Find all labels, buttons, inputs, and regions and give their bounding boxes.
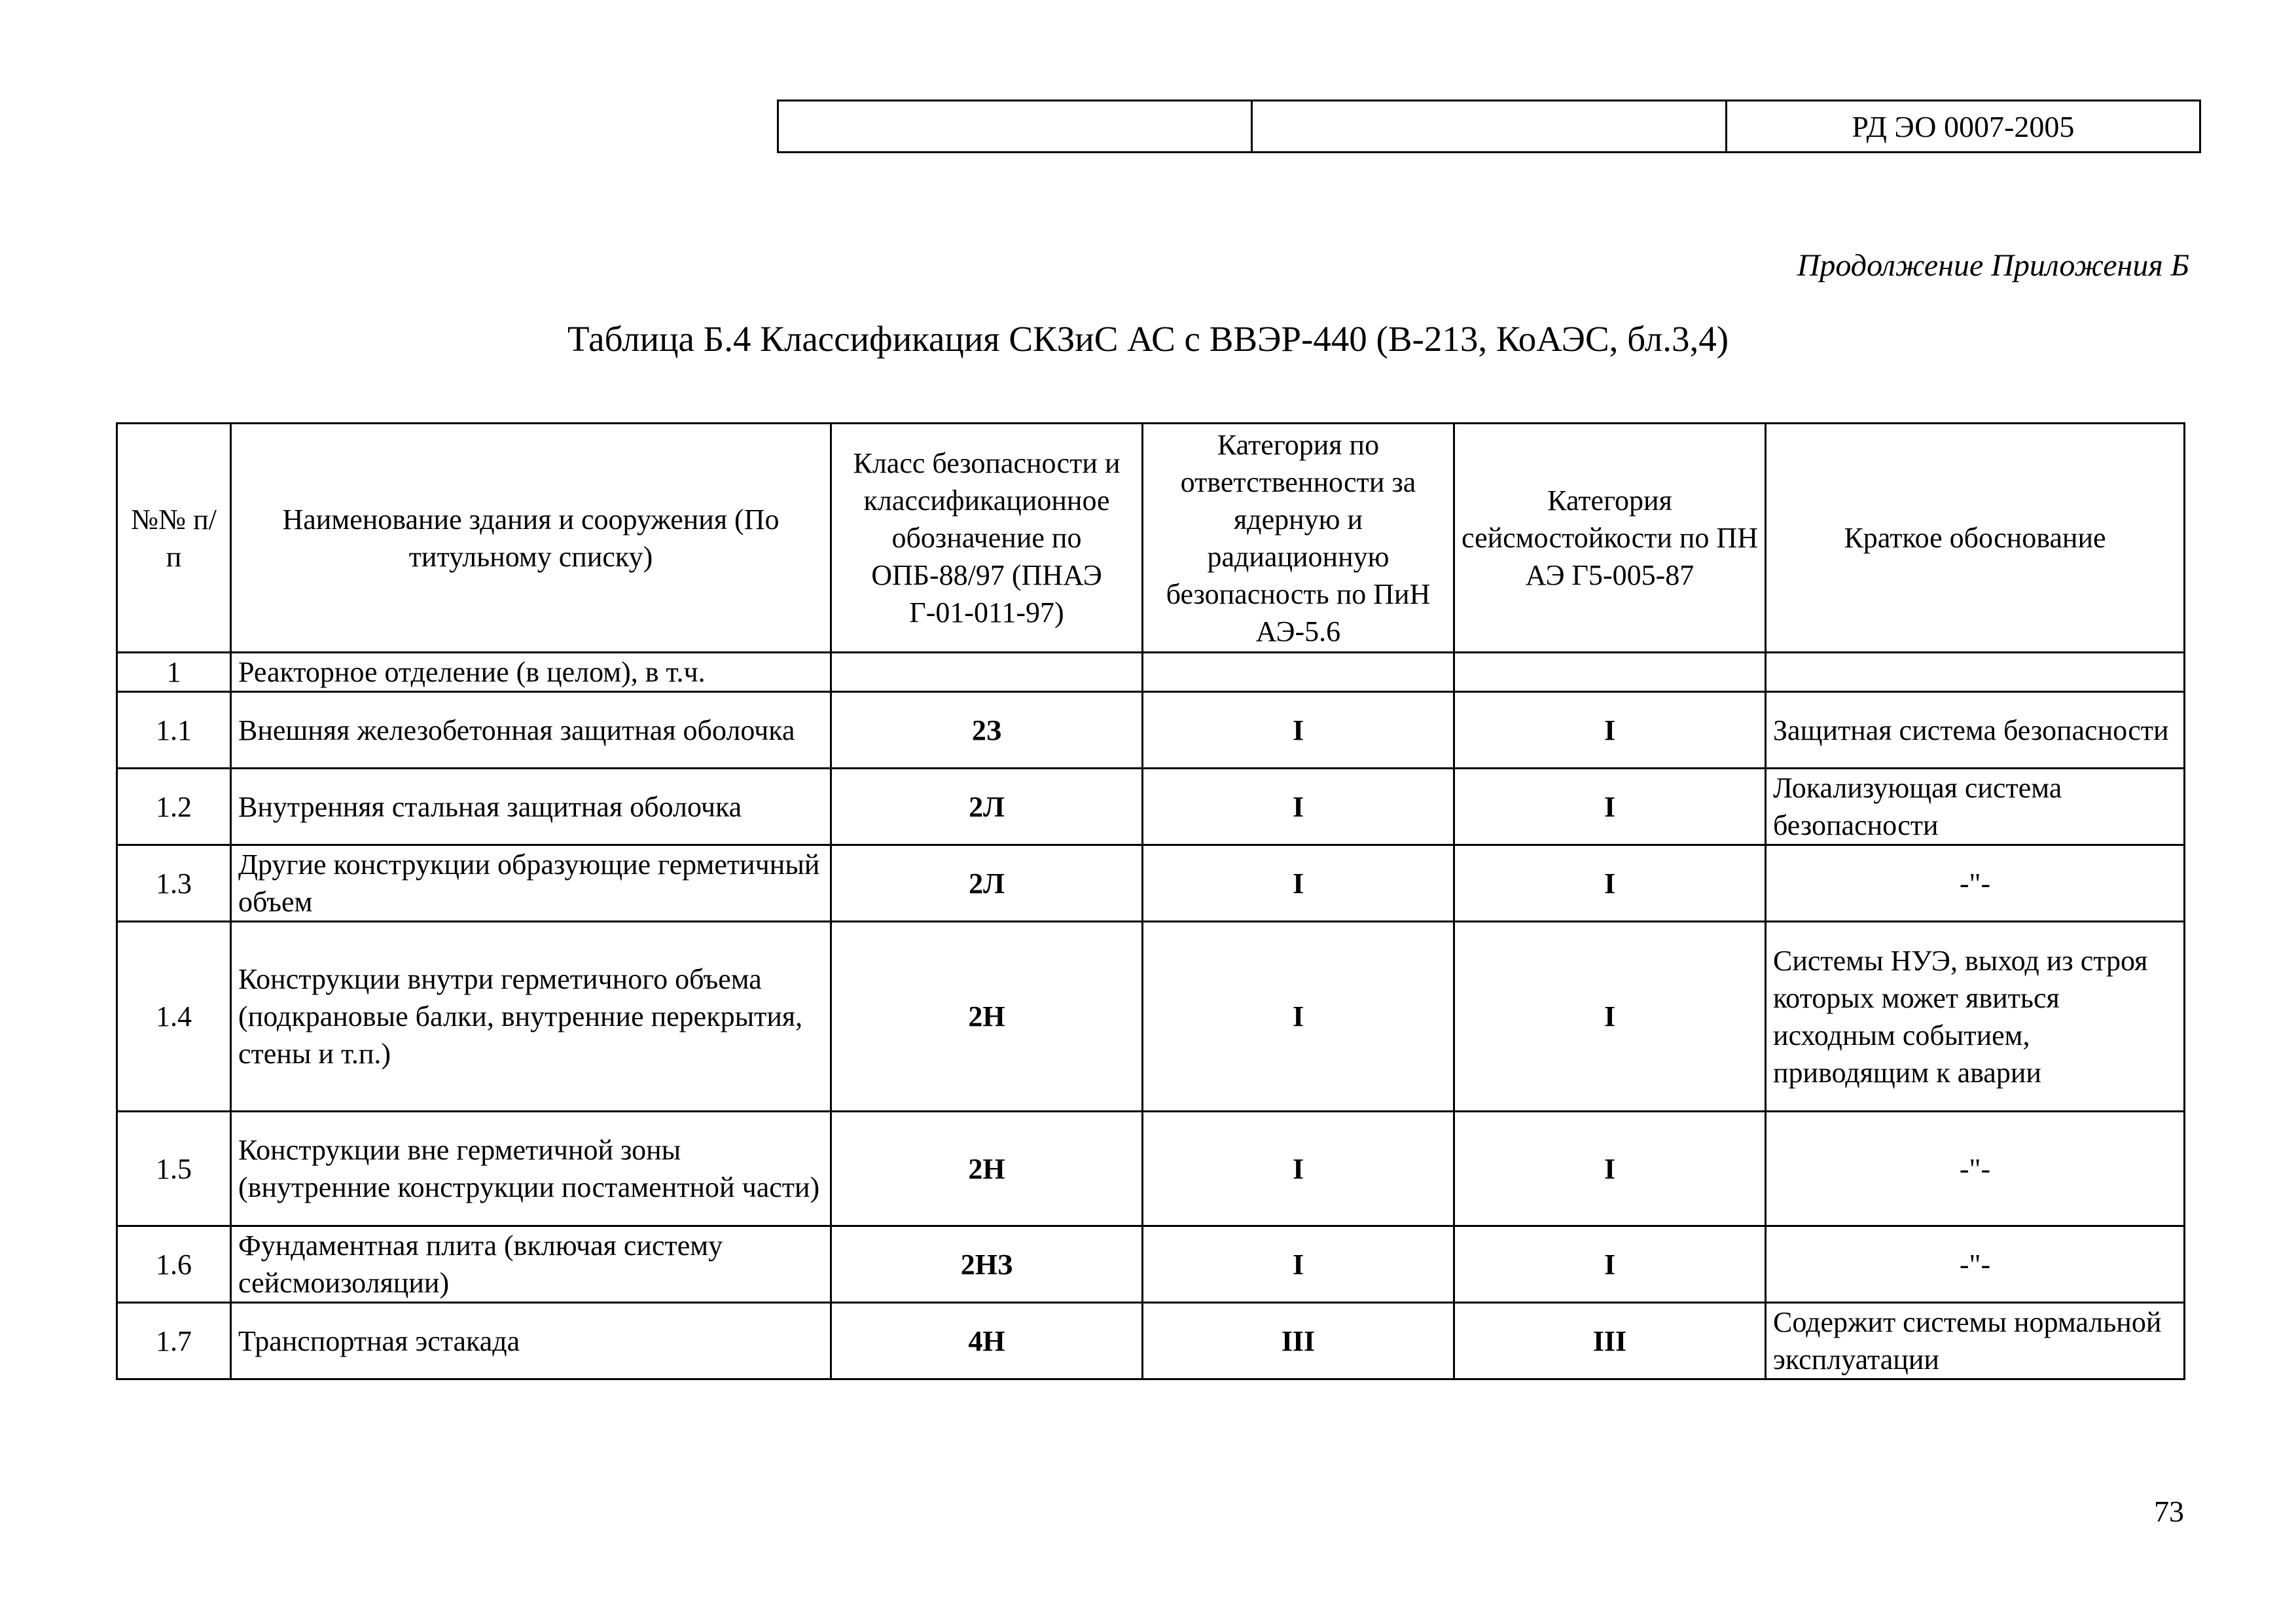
- table-row: [117, 1303, 2185, 1379]
- row-num: 1.4: [117, 922, 231, 1112]
- row-justification: Защитная система безопасности: [1766, 692, 2185, 769]
- row-seismic: I: [1454, 1112, 1766, 1226]
- row-seismic: I: [1454, 922, 1766, 1112]
- row-num: 1.7: [117, 1303, 231, 1379]
- header-cell-empty-1: [778, 101, 1252, 153]
- row-name: Конструкции внутри герметичного объема (подкрановые балки, внутренние перекрытия, стены и т.п.): [231, 922, 831, 1112]
- row-justification: [1766, 653, 2185, 692]
- column-header-seismic: Категория сейсмостойкости по ПН АЭ Г5-005-87: [1454, 424, 1766, 653]
- row-responsibility: III: [1143, 1303, 1454, 1379]
- row-seismic: I: [1454, 692, 1766, 769]
- column-header-justification: Краткое обоснование: [1766, 424, 2185, 653]
- header-cell-empty-2: [1252, 101, 1726, 153]
- row-justification: -"-: [1766, 1112, 2185, 1226]
- row-num: 1.1: [117, 692, 231, 769]
- row-num: 1.5: [117, 1112, 231, 1226]
- row-safety-class: 2Н: [831, 1112, 1143, 1226]
- table-row: [117, 845, 2185, 922]
- table-row: [117, 769, 2185, 845]
- classification-table: [116, 422, 2185, 1380]
- row-num: 1: [117, 653, 231, 692]
- row-responsibility: [1143, 653, 1454, 692]
- row-safety-class: 2НЗ: [831, 1226, 1143, 1303]
- row-justification: -"-: [1766, 1226, 2185, 1303]
- row-name: Конструкции вне герметичной зоны (внутренние конструкции постаментной части): [231, 1112, 831, 1226]
- row-responsibility: I: [1143, 845, 1454, 922]
- table-row: [117, 1226, 2185, 1303]
- page-number: 73: [2154, 1495, 2184, 1528]
- column-header-safety-class: Класс безопасности и классификационное обозначение по ОПБ-88/97 (ПНАЭ Г-01-011-97): [831, 424, 1143, 653]
- row-justification: -"-: [1766, 845, 2185, 922]
- table-row: [117, 653, 2185, 692]
- row-safety-class: 2Н: [831, 922, 1143, 1112]
- row-seismic: I: [1454, 769, 1766, 845]
- row-name: Реакторное отделение (в целом), в т.ч.: [231, 653, 831, 692]
- row-name: Внешняя железобетонная защитная оболочка: [231, 692, 831, 769]
- row-name: Транспортная эстакада: [231, 1303, 831, 1379]
- document-header-box: [777, 100, 2201, 153]
- row-responsibility: I: [1143, 692, 1454, 769]
- row-safety-class: 2З: [831, 692, 1143, 769]
- row-safety-class: 2Л: [831, 845, 1143, 922]
- document-code: РД ЭО 0007-2005: [1726, 101, 2200, 153]
- column-header-name: Наименование здания и сооружения (По титульному списку): [231, 424, 831, 653]
- row-responsibility: I: [1143, 1226, 1454, 1303]
- row-responsibility: I: [1143, 1112, 1454, 1226]
- row-num: 1.3: [117, 845, 231, 922]
- row-responsibility: I: [1143, 922, 1454, 1112]
- row-seismic: III: [1454, 1303, 1766, 1379]
- row-num: 1.2: [117, 769, 231, 845]
- column-header-responsibility: Категория по ответственности за ядерную и радиационную безопасность по ПиН АЭ-5.6: [1143, 424, 1454, 653]
- table-row: [117, 922, 2185, 1112]
- column-header-num: №№ п/п: [117, 424, 231, 653]
- row-safety-class: 4Н: [831, 1303, 1143, 1379]
- row-justification: Содержит системы нормальной эксплуатации: [1766, 1303, 2185, 1379]
- row-seismic: I: [1454, 845, 1766, 922]
- table-header-row: [117, 424, 2185, 653]
- table-row: [117, 1112, 2185, 1226]
- table-row: [117, 692, 2185, 769]
- row-responsibility: I: [1143, 769, 1454, 845]
- row-justification: Системы НУЭ, выход из строя которых может явиться исходным событием, приводящим к аварии: [1766, 922, 2185, 1112]
- row-num: 1.6: [117, 1226, 231, 1303]
- row-name: Фундаментная плита (включая систему сейсмоизоляции): [231, 1226, 831, 1303]
- row-safety-class: 2Л: [831, 769, 1143, 845]
- document-header-row: [778, 101, 2200, 153]
- row-justification: Локализующая система безопасности: [1766, 769, 2185, 845]
- row-name: Другие конструкции образующие герметичный объем: [231, 845, 831, 922]
- row-seismic: I: [1454, 1226, 1766, 1303]
- row-seismic: [1454, 653, 1766, 692]
- row-safety-class: [831, 653, 1143, 692]
- row-name: Внутренняя стальная защитная оболочка: [231, 769, 831, 845]
- table-title: Таблица Б.4 Классификация СКЗиС АС с ВВЭР-440 (В-213, КоАЭС, бл.3,4): [567, 319, 1729, 359]
- appendix-continuation-label: Продолжение Приложения Б: [1797, 248, 2189, 283]
